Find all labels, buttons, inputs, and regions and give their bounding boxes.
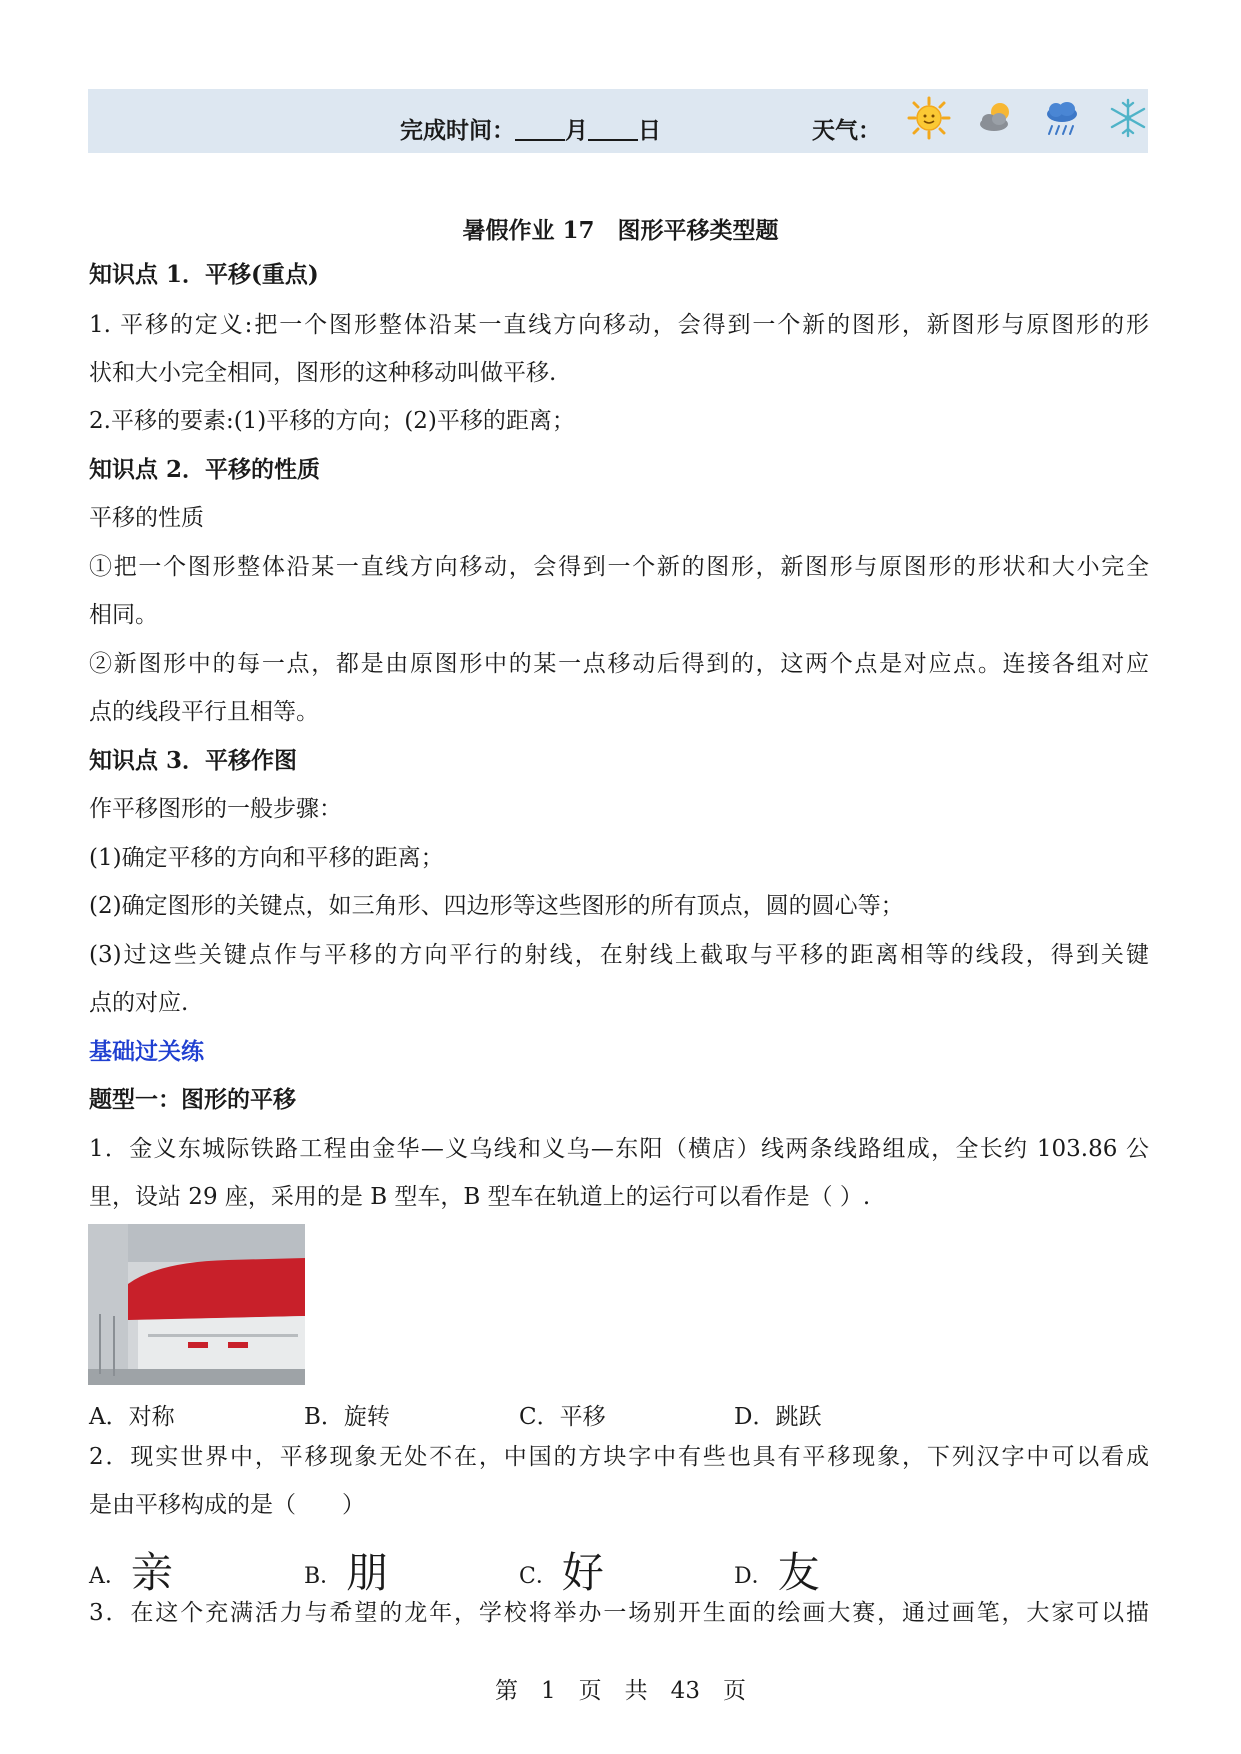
- rain-cloud-icon: [1040, 96, 1084, 140]
- k3-subtitle: 作平移图形的一般步骤：: [89, 796, 342, 822]
- sun-icon: [907, 96, 951, 140]
- day-label: 日: [638, 117, 661, 144]
- question-2-line1: 2．现实世界中，平移现象无处不在，中国的方块字中有些也具有平移现象，下列汉字中可以看成: [89, 1444, 1149, 1470]
- k2-property1-line1: ①把一个图形整体沿某一直线方向移动，会得到一个新的图形，新图形与原图形的形状和大小完全: [89, 554, 1149, 580]
- q1-option-c[interactable]: C．平移: [519, 1404, 606, 1430]
- train-photo: [88, 1224, 305, 1385]
- q2-option-a-letter: A．: [89, 1564, 127, 1589]
- q2-option-d[interactable]: [734, 1540, 820, 1600]
- k3-step2: (2)确定图形的关键点，如三角形、四边形等这些图形的所有顶点，圆的圆心等；: [89, 893, 904, 919]
- q2-option-d-letter: D．: [734, 1564, 774, 1589]
- completion-time: [400, 112, 661, 145]
- month-label: 月: [565, 117, 588, 144]
- q2-option-b-letter: B．: [304, 1564, 343, 1589]
- k3-step1: (1)确定平移的方向和平移的距离；: [89, 845, 444, 871]
- document-title: 暑假作业 17 图形平移类型题: [462, 217, 779, 244]
- q2-option-c[interactable]: [519, 1540, 604, 1600]
- snowflake-icon: [1106, 96, 1150, 140]
- question-1-line1: 1．金义东城际铁路工程由金华—义乌线和义乌—东阳（横店）线两条线路组成，全长约 103.86 公: [89, 1136, 1149, 1162]
- q2-option-d-char: 友: [777, 1548, 820, 1597]
- weather-label: 天气：: [812, 117, 881, 144]
- q2-option-a[interactable]: [89, 1540, 173, 1600]
- completion-label: 完成时间：: [400, 117, 515, 144]
- k2-property2-line2: 点的线段平行且相等。: [89, 699, 319, 725]
- question-2-line2: 是由平移构成的是（ ）: [89, 1492, 365, 1518]
- partly-cloudy-icon: [974, 96, 1018, 140]
- q2-option-a-char: 亲: [130, 1548, 173, 1597]
- q2-option-c-letter: C．: [519, 1564, 558, 1589]
- q2-option-c-char: 好: [561, 1548, 604, 1597]
- q2-option-b-char: 朋: [346, 1548, 389, 1597]
- page-footer: 第 1 页 共 43 页: [495, 1678, 746, 1704]
- k2-heading: 知识点 2．平移的性质: [89, 456, 321, 483]
- k1-definition-line1: 1. 平移的定义:把一个图形整体沿某一直线方向移动，会得到一个新的图形，新图形与原图形的形: [89, 312, 1149, 338]
- k2-subtitle: 平移的性质: [89, 505, 204, 531]
- q1-option-d[interactable]: D．跳跃: [734, 1404, 822, 1430]
- k2-property1-line2: 相同。: [89, 602, 158, 628]
- question-type-1: 题型一：图形的平移: [89, 1086, 296, 1113]
- q2-option-b[interactable]: [304, 1540, 388, 1600]
- k3-step3-line2: 点的对应.: [89, 990, 189, 1016]
- practice-heading: 基础过关练: [89, 1038, 204, 1065]
- k1-definition-line2: 状和大小完全相同，图形的这种移动叫做平移.: [89, 360, 557, 386]
- k3-step3-line1: (3)过这些关键点作与平移的方向平行的射线，在射线上截取与平移的距离相等的线段，得到关键: [89, 942, 1149, 968]
- k3-heading: 知识点 3．平移作图: [89, 747, 298, 774]
- k1-elements: 2.平移的要素:(1)平移的方向；(2)平移的距离；: [89, 408, 575, 434]
- day-blank[interactable]: [588, 117, 638, 141]
- k1-heading: 知识点 1．平移(重点): [89, 261, 319, 288]
- k2-property2-line1: ②新图形中的每一点，都是由原图形中的某一点移动后得到的，这两个点是对应点。连接各组对应: [89, 651, 1149, 677]
- question-1-line2: 里，设站 29 座，采用的是 B 型车，B 型车在轨道上的运行可以看作是（ ）.: [89, 1184, 871, 1210]
- question-3-line1: 3．在这个充满活力与希望的龙年，学校将举办一场别开生面的绘画大赛，通过画笔，大家可以描: [89, 1600, 1149, 1626]
- month-blank[interactable]: [515, 117, 565, 141]
- q1-option-a[interactable]: A．对称: [89, 1404, 175, 1430]
- q1-option-b[interactable]: B．旋转: [304, 1404, 390, 1430]
